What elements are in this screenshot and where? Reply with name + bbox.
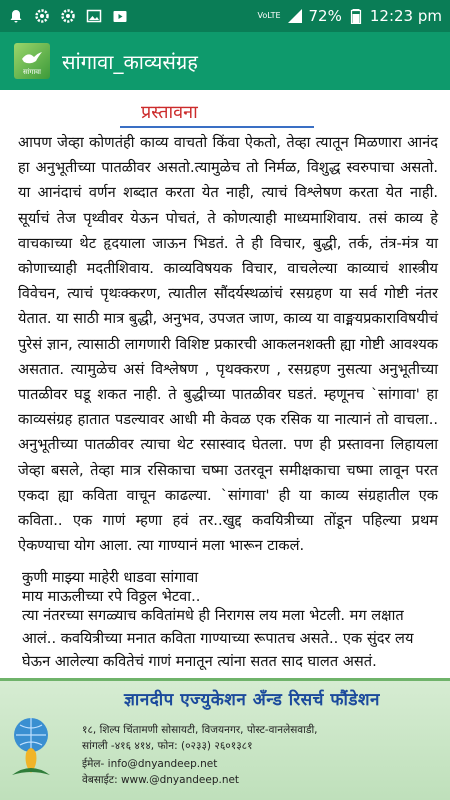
volte-icon: VoLTE <box>257 11 281 20</box>
footer-address-line: १८, शिल्प चिंतामणी सोसायटी, विजयनगर, पोस्ट-वानलेसवाडी, <box>82 724 318 736</box>
app-logo-text: सांगावा <box>22 68 41 76</box>
poem-line: माय माऊलीच्या रपे विठ्ठल भेटवा.. <box>22 588 201 605</box>
footer-address-line: सांगली -४१६ ४१४, फोन: (०२३३) २६०१३८१ <box>82 740 253 752</box>
app-title: सांगावा_काव्यसंग्रह <box>62 49 198 74</box>
notification-bell-icon <box>8 8 24 24</box>
app-bar <box>0 32 450 90</box>
content-scroll-area[interactable] <box>0 90 450 678</box>
bird-icon <box>20 49 44 67</box>
status-right-icons <box>257 7 442 25</box>
playstore-icon <box>112 8 128 24</box>
heading-underline <box>120 126 314 128</box>
image-icon <box>86 8 102 24</box>
footer-title: ज्ञानदीप एज्युकेशन अँन्ड रिसर्च फौंडेशन <box>124 690 380 710</box>
status-left-icons <box>8 8 128 24</box>
status-bar <box>0 0 450 32</box>
poem-block <box>22 568 200 606</box>
footer-website[interactable]: वेबसाईट: www.@dnyandeep.net <box>82 774 240 786</box>
dnyandeep-logo-icon <box>8 695 54 791</box>
poem-line: कुणी माझ्या माहेरी धाडवा सांगावा <box>22 569 199 586</box>
footer-banner[interactable] <box>0 678 450 800</box>
signal-icon <box>287 8 303 24</box>
settings-gear-icon <box>60 8 76 24</box>
settings-gear-icon <box>34 8 50 24</box>
intro-paragraph: आपण जेव्हा कोणतंही काव्य वाचतो किंवा ऐकतो, तेव्हा त्यातून मिळणारा आनंद हा अनुभूतीच्या पातळीवर असतो.त्यामुळेच तो निर्मळ, विशुद्ध स्वरुपाचा असतो. या आनंदाचं वर्णन शब्दात करता येत नाही, त्याचं विश्लेषण करता येत नाही. सूर्याचं तेज पृथ्वीवर येऊन पोचतं, ते कोणत्याही माध्यमाशिवाय. तसं काव्य हे वाचकाच्या थेट हृदयाला जाऊन भिडतं. ते ही विचार, बुद्धी, तर्क, तंत्र-मंत्र या कोणाच्याही मदतीशिवाय. काव्यविषयक विचार, वाचलेल्या काव्याचं शास्त्रीय विवेचन, त्याचं पृथःक्करण, त्यातील सौंदर्यस्थळांचं रसग्रहण या सर्व गोष्टी नंतर येतात. या साठी मात्र बुद्धी, अनुभव, उपजत जाण, काव्य या वाङ्मयप्रकाराविषयीचं पुरेसं ज्ञान, त्यासाठी लागणारी विशिष्ट प्रकारची आकलनशक्ती ह्या गोष्टी आवश्यक असतात. त्यामुळेच असं विश्लेषण , पृथक्करण , रसग्रहण नुसत्या अनुभूतीच्या पातळीवर घडू शकत नाही. ते बुद्धीच्या पातळीवर घडतं. म्हणूनच `सांगावा' हा काव्यसंग्रह हातात पडल्यावर आधी मी केवळ एक रसिक या नात्यानं तो वाचला.. अनुभूतीच्या पातळीवर त्याचा थेट रसास्वाद घेतला. पण ही प्रस्तावना लिहायला जेव्हा बसले, तेव्हा मात्र रसिकाचा चष्मा उतरवून समीक्षकाचा चष्मा लावून परत एकदा ह्या कविता वाचून काढल्या. `सांगावा' ही या काव्य संग्रहातील एक कविता.. एक गाणं म्हणा हवं तर..खुद्द कवयित्रीच्या तोंडून पहिल्या प्रथम ऐकण्याचा योग आला. त्या गाण्यानं मला भारून टाकलं. <box>18 134 438 555</box>
app-logo-icon[interactable] <box>14 43 50 79</box>
page-heading: प्रस्तावना <box>141 102 198 123</box>
footer-email[interactable]: ईमेल- info@dnyandeep.net <box>82 758 218 770</box>
battery-percent: 72% <box>308 7 342 25</box>
battery-icon <box>348 8 364 24</box>
clock-time: 12:23 pm <box>369 7 442 25</box>
continuation-paragraph: त्या नंतरच्या सगळ्याच कवितांमधे ही निरागस लय मला भेटली. मग लक्षात आलं.. कवयित्रीच्या मनात कविता गाण्याच्या रूपातच असते.. एक सुंदर लय घेऊन आलेल्या कवितेचं गाणं मनातून त्यांना सतत साद घालत असतं. <box>22 607 414 670</box>
